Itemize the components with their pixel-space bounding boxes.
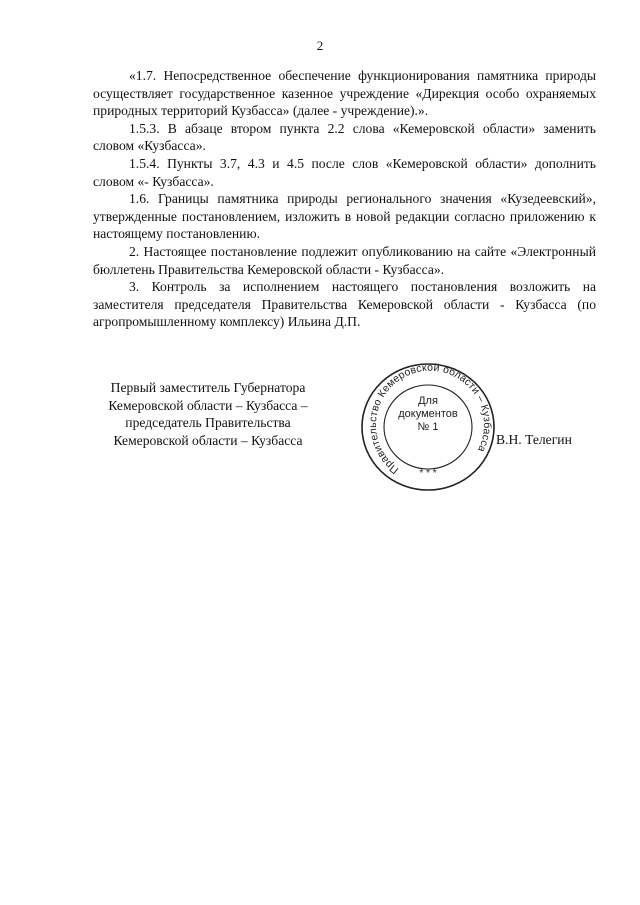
official-seal [358,360,498,495]
seal-ring-text: Правительство Кемеровской области – Кузбасса [366,361,493,477]
document-body [93,67,596,331]
signatory-title-line: Кемеровской области – Кузбасса – [108,397,308,413]
signatory-title [88,379,328,449]
paragraph-2: 2. Настоящее постановление подлежит опубликованию на сайте «Электронный бюллетень Правительства Кемеровской области - Кузбасса». [93,243,596,277]
paragraph-3: 3. Контроль за исполнением настоящего постановления возложить на заместителя председателя Правительства Кемеровской области - Кузбасса (по агропромышленному комплексу) Ильина Д.П. [93,279,596,330]
seal-center-line: Для [418,395,438,407]
paragraph-1-5-3: 1.5.3. В абзаце втором пункта 2.2 слова «Кемеровской области» заменить словом «Кузбасса». [93,120,596,154]
signatory-title-line: Кемеровской области – Кузбасса [113,432,303,448]
seal-center-line: № 1 [417,421,439,433]
page-number: 2 [316,38,324,53]
seal-stars: * * * [419,468,437,479]
signatory-title-line: Первый заместитель Губернатора [110,380,306,395]
paragraph-1-6: 1.6. Границы памятника природы регионального значения «Кузедеевский», утвержденные постановлением, изложить в новой редакции согласно приложению к настоящему постановлению. [93,191,596,242]
signatory-title-line: председатель Правительства [125,415,291,431]
signatory-name: В.Н. Телегин [496,432,572,447]
seal-center-line: документов [398,408,458,420]
paragraph-1-7: «1.7. Непосредственное обеспечение функционирования памятника природы осуществляет государственное казенное учреждение «Дирекция особо охраняемых природных территорий Кузбасса» (далее - учреждение).». [93,68,596,119]
paragraph-1-5-4: 1.5.4. Пункты 3.7, 4.3 и 4.5 после слов «Кемеровской области» дополнить словом «- Кузбасса». [93,155,596,189]
